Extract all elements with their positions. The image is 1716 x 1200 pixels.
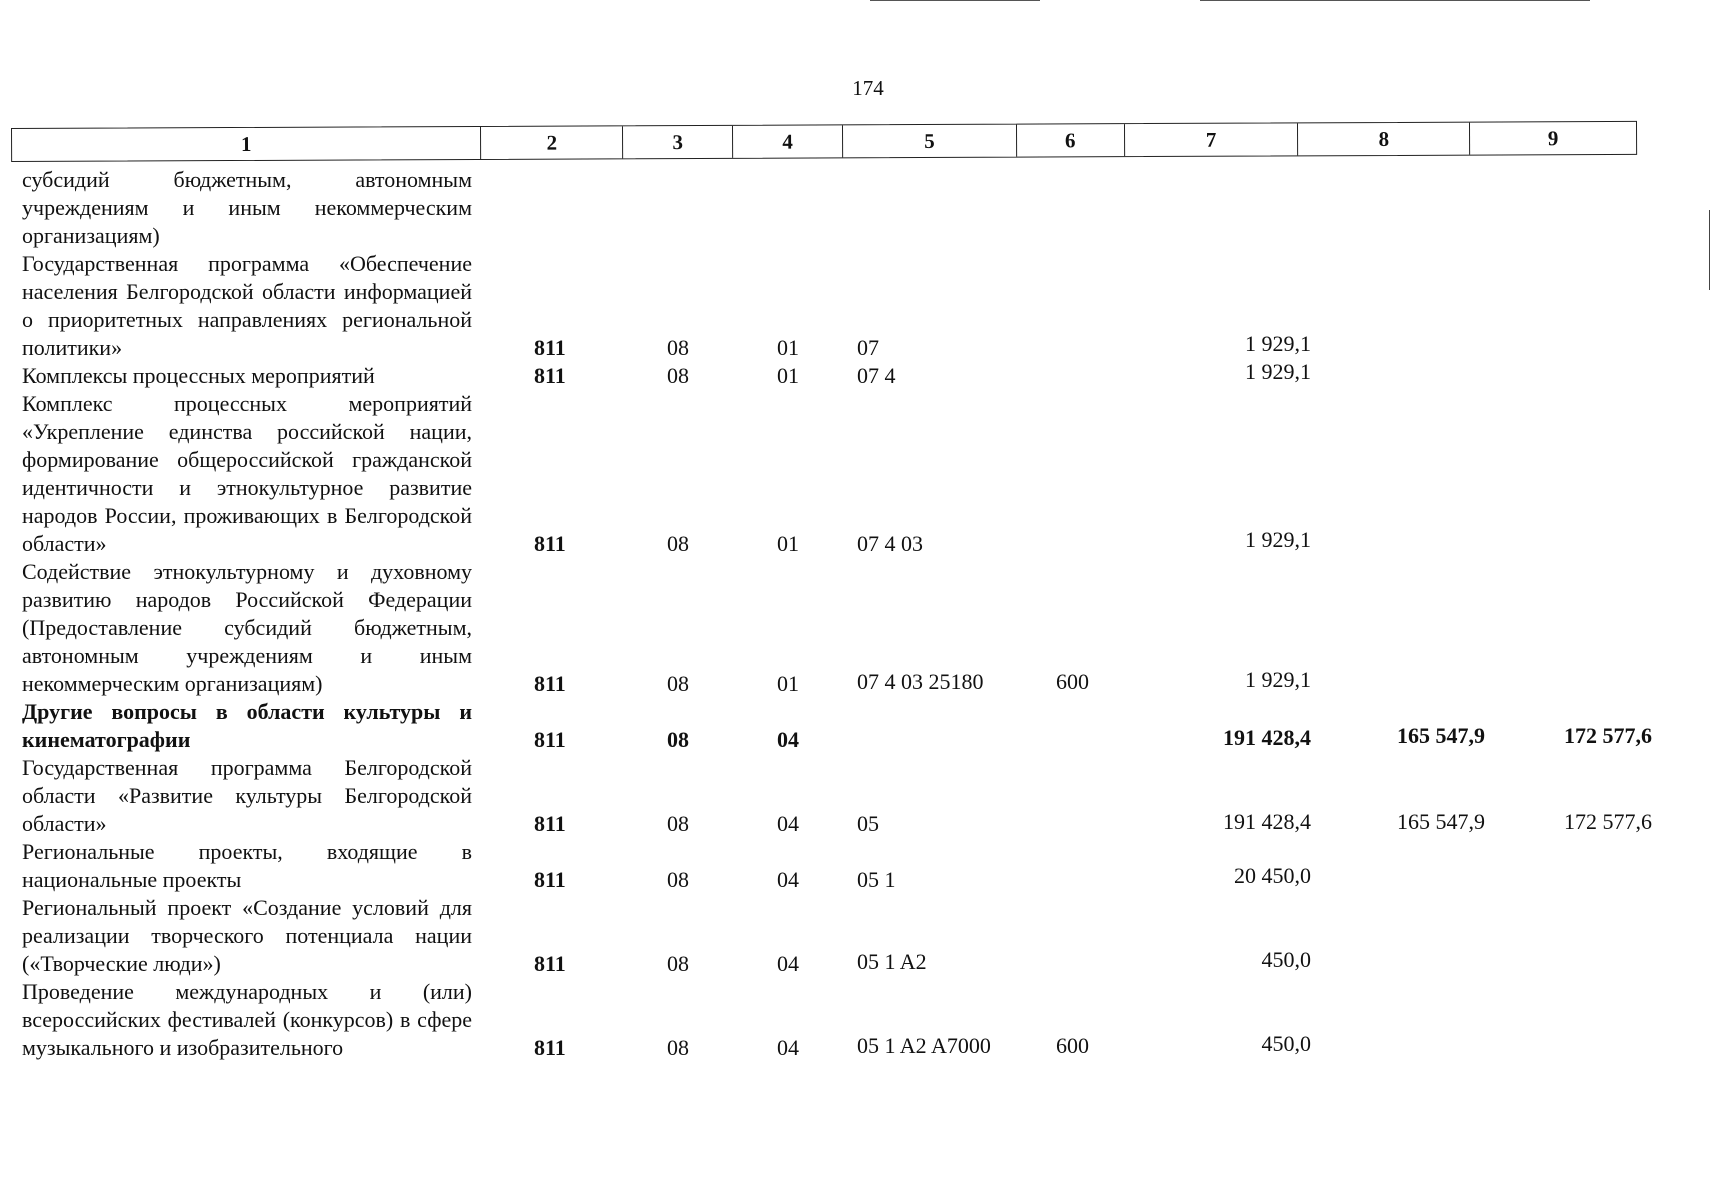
header-col-3: 3	[623, 126, 733, 158]
cell-col-3: 08	[667, 531, 689, 556]
cell-col-5: 07 4	[857, 363, 896, 388]
table-row	[22, 558, 1642, 698]
header-col-7: 7	[1125, 123, 1299, 156]
cell-col-6: 600	[1056, 1033, 1089, 1058]
table-row	[22, 838, 1642, 894]
cell-col-4: 01	[777, 363, 799, 388]
header-col-2: 2	[481, 126, 623, 159]
table-row	[22, 978, 1642, 1062]
row-name: Региональный проект «Создание условий для реализации творческого потенциала нации («Творческие люди»)	[22, 895, 472, 976]
cell-col-5: 07 4 03 25180	[857, 669, 984, 694]
cell-col-5: 05 1	[857, 867, 896, 892]
cell-col-3: 08	[667, 811, 689, 836]
cell-col-5: 07	[857, 335, 879, 360]
table-row	[22, 166, 1642, 250]
header-col-6: 6	[1017, 124, 1125, 156]
cell-col-3: 08	[667, 671, 689, 696]
cell-col-5: 05 1 A2 A7000	[857, 1033, 991, 1058]
row-name: Комплексы процессных мероприятий	[22, 363, 375, 388]
header-col-1: 1	[12, 127, 482, 161]
table-row	[22, 754, 1652, 838]
cell-col-3: 08	[667, 727, 689, 752]
cell-col-4: 04	[777, 1035, 799, 1060]
cell-col-7: 1 929,1	[1245, 331, 1311, 356]
row-name: Региональные проекты, входящие в национальные проекты	[22, 839, 472, 892]
page-number: 174	[852, 76, 884, 100]
cell-col-2: 811	[534, 335, 566, 360]
row-name: субсидий бюджетным, автономным учреждениям и иным некоммерческим организациям)	[22, 167, 472, 248]
cell-col-9: 172 577,6	[1564, 723, 1652, 748]
cell-col-7: 20 450,0	[1234, 863, 1311, 888]
cell-col-7: 450,0	[1261, 1031, 1311, 1056]
cell-col-7: 1 929,1	[1245, 359, 1311, 384]
cell-col-3: 08	[667, 363, 689, 388]
cell-col-4: 04	[777, 951, 799, 976]
row-name: Комплекс процессных мероприятий «Укрепление единства российской нации, формирование общероссийской гражданской идентичности и этнокультурное развитие народов России, проживающих в Белгородской области»	[22, 391, 472, 556]
cell-col-5: 07 4 03	[857, 531, 923, 556]
cell-col-2: 811	[534, 671, 566, 696]
cell-col-4: 04	[777, 811, 799, 836]
cell-col-6: 600	[1056, 669, 1089, 694]
cell-col-4: 01	[777, 531, 799, 556]
cell-col-4: 04	[777, 727, 799, 752]
cell-col-4: 01	[777, 671, 799, 696]
scan-artifact-line	[1200, 0, 1590, 1]
header-col-9: 9	[1547, 126, 1559, 151]
cell-col-9: 172 577,6	[1564, 809, 1652, 834]
table-row	[22, 390, 1642, 558]
row-name: Проведение международных и (или) всероссийских фестивалей (конкурсов) в сфере музыкального и изобразительного	[22, 979, 472, 1060]
cell-col-2: 811	[534, 867, 566, 892]
table-row	[22, 359, 1642, 390]
cell-col-3: 08	[667, 1035, 689, 1060]
header-col-4: 4	[733, 125, 843, 157]
cell-col-2: 811	[534, 811, 566, 836]
table-header-row	[11, 121, 1637, 162]
scan-artifact-line	[870, 0, 1040, 1]
cell-col-2: 811	[534, 363, 566, 388]
cell-col-2: 811	[534, 1035, 566, 1060]
cell-col-3: 08	[667, 867, 689, 892]
cell-col-4: 04	[777, 867, 799, 892]
table-body	[22, 166, 1652, 1062]
cell-col-8: 165 547,9	[1397, 723, 1485, 748]
table-row	[22, 250, 1642, 362]
header-col-8: 8	[1298, 123, 1470, 156]
table-row	[22, 698, 1652, 754]
cell-col-7: 1 929,1	[1245, 667, 1311, 692]
row-name: Другие вопросы в области культуры и кинематографии	[22, 699, 472, 752]
row-name: Содействие этнокультурному и духовному развитию народов Российской Федерации (Предоставление субсидий бюджетным, автономным учреждениям и иным некоммерческим организациям)	[22, 559, 472, 696]
cell-col-2: 811	[534, 531, 566, 556]
cell-col-2: 811	[534, 727, 566, 752]
cell-col-7: 450,0	[1261, 947, 1311, 972]
cell-col-3: 08	[667, 951, 689, 976]
row-name: Государственная программа «Обеспечение населения Белгородской области информацией о приоритетных направлениях региональной политики»	[22, 251, 472, 360]
header-col-5: 5	[843, 125, 1017, 158]
table-row	[22, 894, 1642, 978]
cell-col-7: 191 428,4	[1223, 725, 1311, 750]
cell-col-7: 1 929,1	[1245, 527, 1311, 552]
cell-col-5: 05	[857, 811, 879, 836]
cell-col-3: 08	[667, 335, 689, 360]
cell-col-4: 01	[777, 335, 799, 360]
scan-artifact-line	[1709, 210, 1710, 290]
cell-col-5: 05 1 A2	[857, 949, 927, 974]
cell-col-2: 811	[534, 951, 566, 976]
cell-col-7: 191 428,4	[1223, 809, 1311, 834]
cell-col-8: 165 547,9	[1397, 809, 1485, 834]
row-name: Государственная программа Белгородской области «Развитие культуры Белгородской области»	[22, 755, 472, 836]
